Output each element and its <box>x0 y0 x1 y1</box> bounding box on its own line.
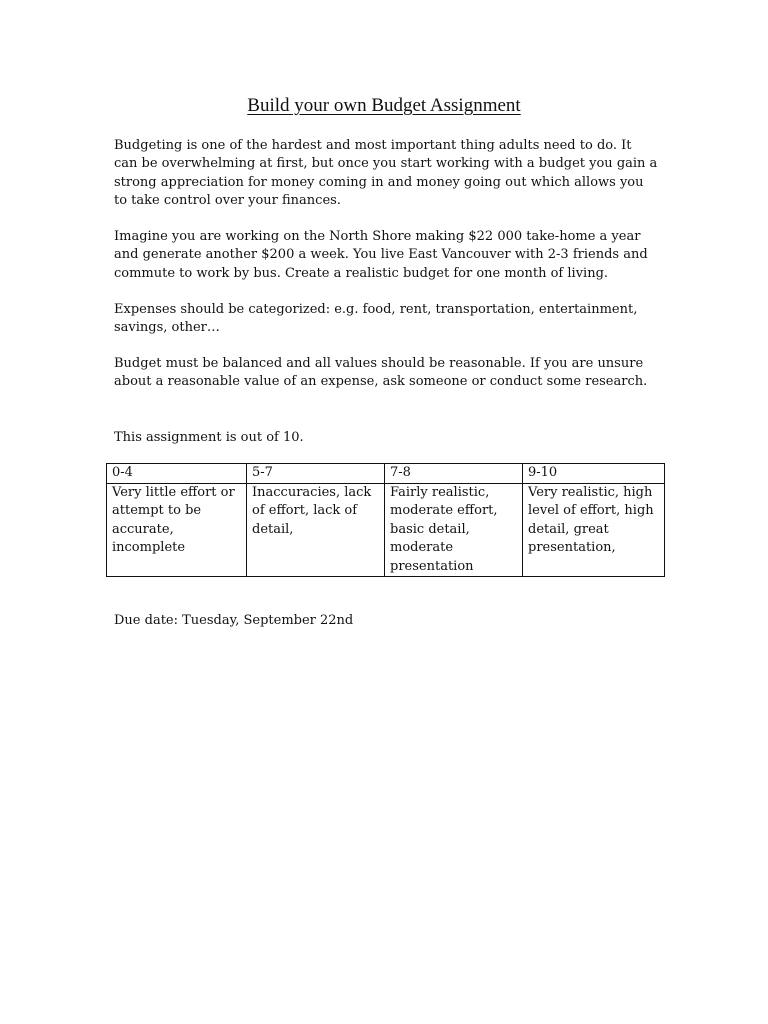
rubric-description-cell: Very realistic, high level of effort, high detail, great presentation, <box>523 484 665 577</box>
rubric-header-cell: 7-8 <box>385 464 523 484</box>
categories-paragraph: Expenses should be categorized: e.g. food, rent, transportation, entertainment, savings, other… <box>114 302 638 336</box>
rubric-description-cell: Fairly realistic, moderate effort, basic detail, moderate presentation <box>385 484 523 577</box>
scenario-paragraph: Imagine you are working on the North Shore making $22 000 take-home a year and generate another $200 a week. You live East Vancouver with 2-3 friends and commute to work by bus. Create a realistic budget for one month of living. <box>114 229 648 281</box>
rubric-header-row <box>107 464 665 484</box>
page-title: Build your own Budget Assignment <box>247 95 521 116</box>
rubric-description-cell: Inaccuracies, lack of effort, lack of detail, <box>247 484 385 577</box>
rubric-table <box>106 463 665 577</box>
requirements-paragraph: Budget must be balanced and all values should be reasonable. If you are unsure about a reasonable value of an expense, ask someone or conduct some research. <box>114 356 648 390</box>
intro-paragraph: Budgeting is one of the hardest and most important thing adults need to do. It can be overwhelming at first, but once you start working with a budget you gain a strong appreciation for money coming in and money going out which allows you to take control over your finances. <box>114 138 658 209</box>
rubric-description-row <box>107 484 665 577</box>
rubric-header-cell: 5-7 <box>247 464 385 484</box>
due-date: Due date: Tuesday, September 22nd <box>114 613 354 628</box>
marks-paragraph: This assignment is out of 10. <box>114 430 304 445</box>
rubric-description-cell: Very little effort or attempt to be accurate, incomplete <box>107 484 247 577</box>
rubric-header-cell: 9-10 <box>523 464 665 484</box>
rubric-header-cell: 0-4 <box>107 464 247 484</box>
